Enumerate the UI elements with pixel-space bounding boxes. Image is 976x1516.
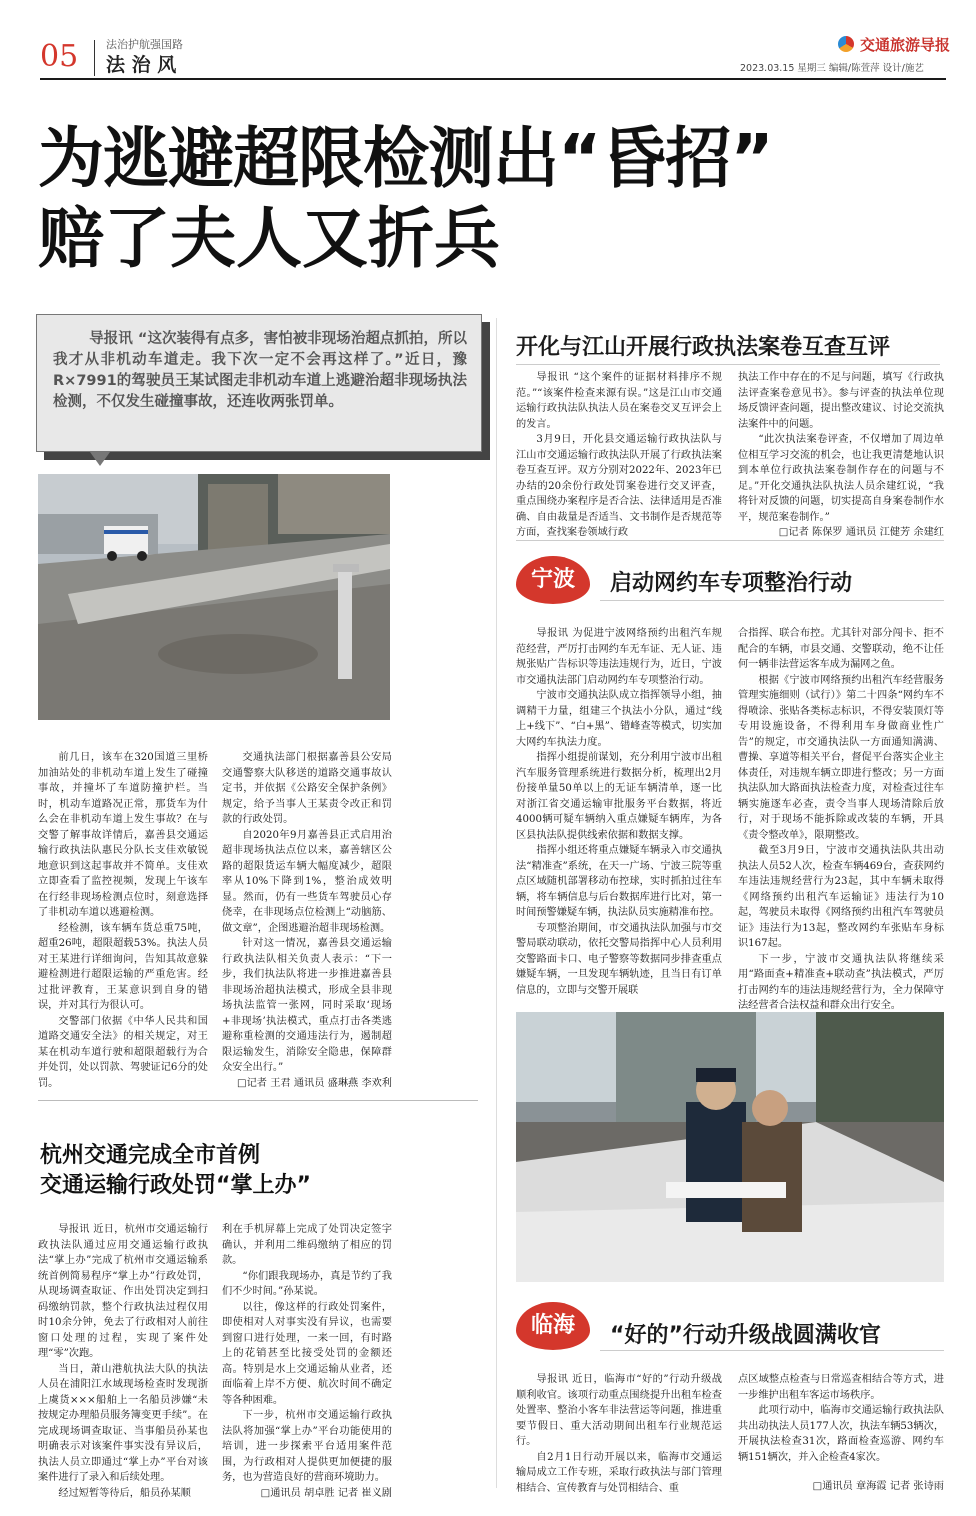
byline: □通讯员 胡卓胜 记者 崔义剧 [260,1487,392,1499]
paragraph: 交警部门依据《中华人民共和国道路交通安全法》的相关规定，对王某在机动车道行驶和超限超载行为合并处罚，处以罚款、驾驶证记6分的处罚。 [38,1015,208,1089]
paragraph: 宁波市交通执法队成立指挥领导小组，抽调精干力量，组建三个执法小分队，通过“线上+线下”、“白+黑”、错峰查等模式，切实加大网约车执法力度。 [516,690,722,748]
lh-title: “好的”行动升级战圆满收官 [610,1323,881,1348]
byline: □记者 王君 通讯员 盛琳燕 李欢利 [236,1077,392,1089]
issue-meta: 2023.03.15 星期三 编辑/陈萱萍 设计/施艺 [740,63,924,74]
hz-col1 [38,1222,208,1501]
paragraph: 导报讯 为促进宁波网络预约出租汽车规范经营，严厉打击网约车无车证、无人证、违规张贴广告标识等违法违规行为，近日，宁波市交通执法部门启动网约车专项整治行动。 [516,628,722,686]
header-divider [94,40,95,76]
paragraph: 导报讯 近日，临海市“好的”行动升级战顺利收官。该项行动重点围绕提升出租车检查处置率、整治小客车非法营运等问题，推进重要节假日、重大活动期间出租车行业规范运行。 [516,1374,722,1447]
byline: □记者 陈保罗 通讯员 江健芳 余建红 [778,527,944,538]
kh-rule [516,364,940,365]
paragraph: 截至3月9日，宁波市交通执法队共出动执法人员52人次，检查车辆469台，查获网约车违法违规经营行为23起，其中车辆未取得《网络预约出租汽车运输证》违法行为10起，驾驶员未取得《网络预约出租汽车驾驶员证》违法行为13起，整改网约车张贴车身标识167起。 [738,845,944,949]
paragraph: 自2020年9月嘉善县正式启用治超非现场执法点位以来，嘉善辖区公路的超限货运车辆大幅度减少，超限率从10%下降到1%，整治成效明显。然而，仍有一些货车驾驶员心存侥幸，在非现场点位检测上“动脑筋、做文章”，企图逃避治超非现场检测。 [222,829,392,934]
paragraph: 当日，萧山港航执法大队的执法人员在浦阳江水域现场检查时发现浙上虞货×××船舶上一名船员涉嫌“未按规定办理船员服务簿变更手续”。在完成现场调查取证、当事船员孙某也明确表示对该案件事实没有异议后，执法人员立即通过“掌上办”平台对该案件进行了录入和后续处理。 [38,1363,208,1483]
main-title-line2: 赔了夫人又折兵 [38,200,500,277]
hz-title-line2: 交通运输行政处罚“掌上办” [40,1173,311,1198]
paragraph: 指挥小组提前谋划，充分利用宁波市出租汽车服务管理系统进行数据分析，梳理出2月份接单量50单以上的无证车辆清单，逐一比对浙江省交通运输审批服务平台数据，将近4000辆可疑车辆纳入重点嫌疑车辆库，为各区县执法队提供线索依据和数据支撑。 [516,752,722,841]
hz-title-line1: 杭州交通完成全市首例 [40,1143,261,1168]
paragraph: 针对这一情况，嘉善县交通运输行政执法队相关负责人表示：“下一步，我们执法队将进一步推进嘉善县非现场治超执法模式，形成全县非现场执法监管一张网，同时采取‘现场+非现场’执法模式，重点打击各类逃避称重检测的交通违法行为，遏制超限运输发生，消除安全隐患，保障群众安全出行。” [222,938,392,1073]
brand-name: 交通旅游导报 [860,36,951,54]
kh-title: 开化与江山开展行政执法案卷互查互评 [516,335,891,360]
paragraph: 专项整治期间，市交通执法队加强与市交警局联动联动，依托交警局指挥中心人员利用交警路面卡口、电子警察等数据同步排查重点嫌疑车辆，一旦发现车辆轨迹，且当日有订单信息的，立即与交警开展联 [516,922,722,996]
main-title-line1: 为逃避超限检测出“昏招” [38,120,773,197]
brand-logo-icon [838,36,854,52]
lead-text: 导报讯 “这次装得有点多，害怕被非现场治超点抓拍，所以我才从非机动车道走。我下次一定不会再这样了。”近日，豫R×7991的驾驶员王某试图走非机动车道上逃避治超非现场执法检测，不仅发生碰撞事故，还连收两张罚单。 [53,331,467,410]
paragraph: “此次执法案卷评查，不仅增加了周边单位相互学习交流的机会，也让我更清楚地认识到本单位行政执法案卷制作存在的问题与不足。”开化交通执法队执法人员余建红说，“我将针对反馈的问题，切实提高自身案卷制作水平，规范案卷制作。” [738,434,944,523]
section-divider [38,1100,478,1101]
paragraph: 点区域整点检查与日常巡查相结合等方式，进一步维护出租车客运市场秩序。 [738,1374,944,1401]
lead-box [36,314,482,452]
section-name: 法 治 风 [106,54,177,76]
header-rule [40,78,946,80]
lh-col2 [738,1372,944,1495]
column-divider [496,318,497,1488]
lh-title-rule [600,1350,944,1351]
kh-col2 [738,370,944,541]
lead-box-tail [90,452,110,466]
byline: □通讯员 章海霞 记者 张诗雨 [812,1481,944,1492]
paragraph: 指挥小组还将重点嫌疑车辆录入市交通执法“精准查”系统，在天一广场、宁波三院等重点区域随机部署移动布控球，实时抓拍过往车辆，将车辆信息与后台数据库进行比对，第一时间预警嫌疑车辆，执法队员实施精准布控。 [516,845,722,918]
paragraph: 合指挥、联合布控。尤其针对部分闯卡、拒不配合的车辆，市县交通、交警联动，绝不让任何一辆非法营运客车成为漏网之鱼。 [738,628,944,670]
lh-col1 [516,1372,722,1496]
paragraph: 3月9日，开化县交通运输行政执法队与江山市交通运输行政执法队开展了行政执法案卷互查互评。双方分别对2022年、2023年已办结的20余份行政处罚案卷进行交叉评查，重点围绕办案程序是否合法、法律适用是否准确、自由裁量是否适当、文书制作是否规范等方面，查找案卷领域行政 [516,434,722,538]
paragraph: 交通执法部门根据嘉善县公安局交通警察大队移送的道路交通事故认定书，并依据《公路安全保护条例》规定，给予当事人王某责令改正和罚款的行政处罚。 [222,752,392,825]
nb-col2 [738,626,944,1029]
nb-title: 启动网约车专项整治行动 [610,571,853,596]
paragraph: 导报讯 近日，杭州市交通运输行政执法队通过应用交通运输行政执法“掌上办”完成了杭州市交通运输系统首例简易程序“掌上办”行政处罚，从现场调查取证、作出处罚决定到扫码缴纳罚款，整个行政执法过程仅用时10余分钟，免去了行政相对人前往窗口处理的过程，实现了案件处理“零”次跑。 [38,1224,208,1359]
paragraph: 自2月1日行动开展以来，临海市交通运输局成立工作专班，采取行政执法与部门管理相结合、宣传教育与处罚相结合、重 [516,1451,722,1494]
nb-tag: 宁波 [516,556,590,604]
inspection-photo [516,1012,944,1282]
paragraph: “你们跟我现场办，真是节约了我们不少时间。”孙某说。 [222,1270,392,1297]
hz-col2 [222,1222,392,1501]
page-number: 05 [40,39,79,74]
slogan: 法治护航强国路 [106,38,183,51]
accident-photo [38,474,390,720]
paragraph: 前几日，该车在320国道三里桥加油站处的非机动车道上发生了碰撞事故，并撞坏了车道防撞护栏。当时，机动车道路况正常，那货车为什么会在非机动车道上发生事故？在与交警了解事故详情后，嘉善县交通运输行政执法队惠民分队长支佳欢敏锐地意识到这起事故并不简单。支佳欢立即查看了监控视频，发现上午该车在行经非现场检测点位时，刻意选择了非机动车道以逃避检测。 [38,752,208,918]
paragraph: 执法工作中存在的不足与问题，填写《行政执法评查案卷意见书》。参与评查的执法单位现场反馈评查问题，提出整改建议、讨论交流执法案件中的问题。 [738,372,944,430]
nb-col1 [516,626,722,998]
paragraph: 下一步，宁波市交通执法队将继续采用“路面查+精准查+联动查”执法模式，严厉打击网约车的违法违规经营行为，全力保障守法经营者合法权益和群众出行安全。 [738,953,944,1011]
paragraph: 根据《宁波市网络预约出租汽车经营服务管理实施细则（试行）》第二十四条“网约车不得喷涂、张贴各类标志标识，不得安装顶灯等专用设施设备，不得利用车身做商业性广告”的规定，市交通执法队一方面通知满满、曹操、享道等相关平台，督促平台落实企业主体责任，对违规车辆立即进行整改；另一方面执法队加大路面执法检查力度，对检查过往车辆实施逐车必查，责令当事人现场清除后放行，对于现场不能拆除或改装的车辆，开具《责令整改单》，限期整改。 [738,674,944,841]
nb-title-rule [600,600,944,601]
nb-divider [516,540,944,541]
lh-tag: 临海 [516,1302,590,1350]
paragraph: 下一步，杭州市交通运输行政执法队将加强“掌上办”平台功能使用的培训，进一步探索平台适用案件范围，为行政相对人提供更加便捷的服务，也为营造良好的营商环境助力。 [222,1410,392,1483]
paragraph: 经过短暂等待后，船员孙某顺 [58,1487,191,1499]
paragraph: 以往，像这样的行政处罚案件，即使相对人对事实没有异议，也需要到窗口进行处理，一来一回，有时路上的花销甚至比接受处罚的金额还高。特别是水上交通运输从业者，还面临着上岸不方便、航次时间不确定等各种困难。 [222,1301,392,1406]
paragraph: 此项行动中，临海市交通运输行政执法队共出动执法人员177人次，执法车辆53辆次，开展执法检查31次，路面检查巡游、网约车辆151辆次，并入企检查4家次。 [738,1405,944,1463]
paragraph: 导报讯 “这个案件的证据材料排序不规范。”“该案件检查来源有误。”这是江山市交通运输行政执法队执法人员在案卷交叉互评会上的发言。 [516,372,722,430]
paragraph: 经检测，该车辆车货总重75吨，超重26吨，超限超载53%。执法人员对王某进行详细询问，告知其故意躲避检测进行超限运输的严重危害。经过批评教育，王某意识到自身的错误，并对其行为很认可。 [38,922,208,1011]
paragraph: 利在手机屏幕上完成了处罚决定签字确认，并利用二维码缴纳了相应的罚款。 [222,1224,392,1266]
main-article-col1 [38,750,208,1091]
main-article-col2 [222,750,392,1091]
kh-col1 [516,370,722,541]
